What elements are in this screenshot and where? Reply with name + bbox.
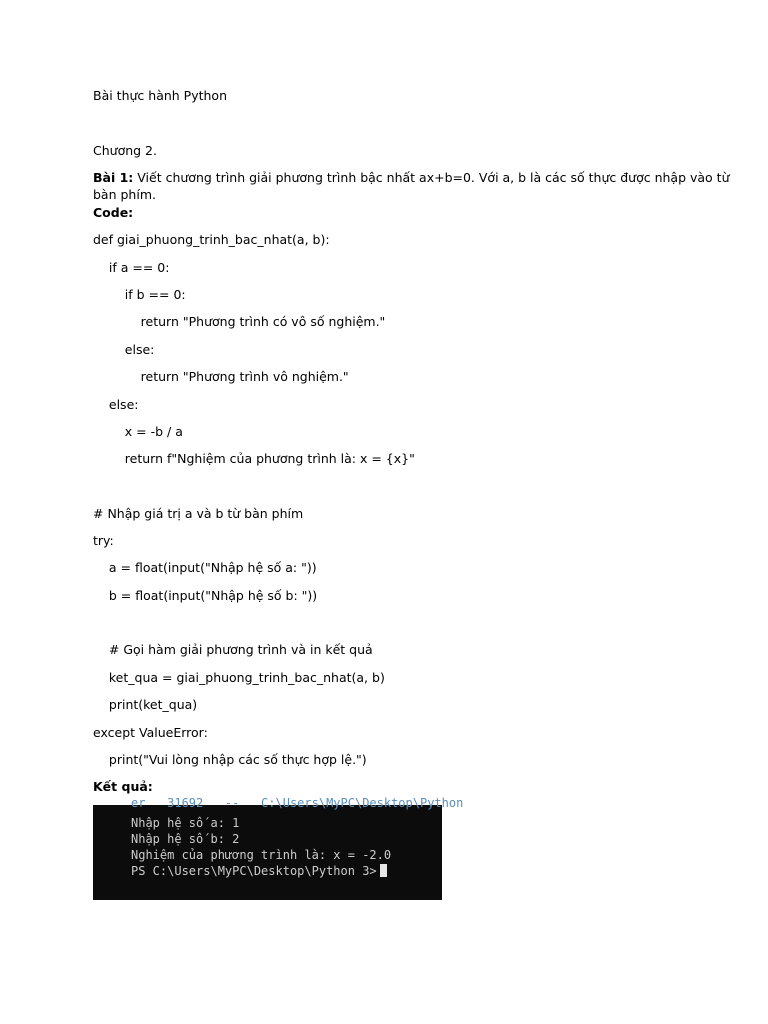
result-label: Kết quả: <box>93 779 153 794</box>
terminal-output-screenshot <box>93 796 464 900</box>
document-title: Bài thực hành Python <box>93 88 228 103</box>
terminal-partial-line: er 31692 -- C:\Users\MyPC\Desktop\Python <box>131 796 464 810</box>
code-line: x = -b / a <box>93 424 183 439</box>
code-line: def giai_phuong_trinh_bac_nhat(a, b): <box>93 232 330 247</box>
code-line: a = float(input("Nhập hệ số a: ")) <box>93 560 317 575</box>
code-line: if b == 0: <box>93 287 186 302</box>
code-line: print(ket_qua) <box>93 697 198 712</box>
code-line: return "Phương trình vô nghiệm." <box>93 369 349 384</box>
code-line: else: <box>93 342 155 357</box>
terminal-cursor <box>380 864 387 877</box>
code-label: Code: <box>93 205 134 220</box>
code-line: if a == 0: <box>93 260 170 275</box>
terminal-prompt-line <box>131 863 387 879</box>
code-line: except ValueError: <box>93 725 208 740</box>
terminal-prompt: PS C:\Users\MyPC\Desktop\Python 3> <box>131 864 377 878</box>
code-line: print("Vui lòng nhập các số thực hợp lệ.") <box>93 752 367 767</box>
exercise-text: Viết chương trình giải phương trình bậc nhất ax+b=0. Với a, b là các số thực được nhập vào từ <box>133 170 730 185</box>
code-line: b = float(input("Nhập hệ số b: ")) <box>93 588 318 603</box>
terminal-line: Nhập hệ số a: 1 <box>131 816 240 830</box>
terminal-line: Nhập hệ số b: 2 <box>131 832 240 846</box>
exercise-statement-line-1 <box>93 170 730 186</box>
code-comment: # Nhập giá trị a và b từ bàn phím <box>93 506 304 521</box>
exercise-label: Bài 1: <box>93 170 134 185</box>
exercise-statement-line-2: bàn phím. <box>93 187 156 202</box>
code-line: try: <box>93 533 114 548</box>
code-line: ket_qua = giai_phuong_trinh_bac_nhat(a, b) <box>93 670 385 685</box>
chapter-heading: Chương 2. <box>93 143 157 158</box>
code-line: return f"Nghiệm của phương trình là: x = {x}" <box>93 451 415 466</box>
terminal-line: Nghiệm của phương trình là: x = -2.0 <box>131 848 392 862</box>
code-line: else: <box>93 397 139 412</box>
code-line: return "Phương trình có vô số nghiệm." <box>93 314 386 329</box>
code-comment: # Gọi hàm giải phương trình và in kết quả <box>93 642 373 657</box>
